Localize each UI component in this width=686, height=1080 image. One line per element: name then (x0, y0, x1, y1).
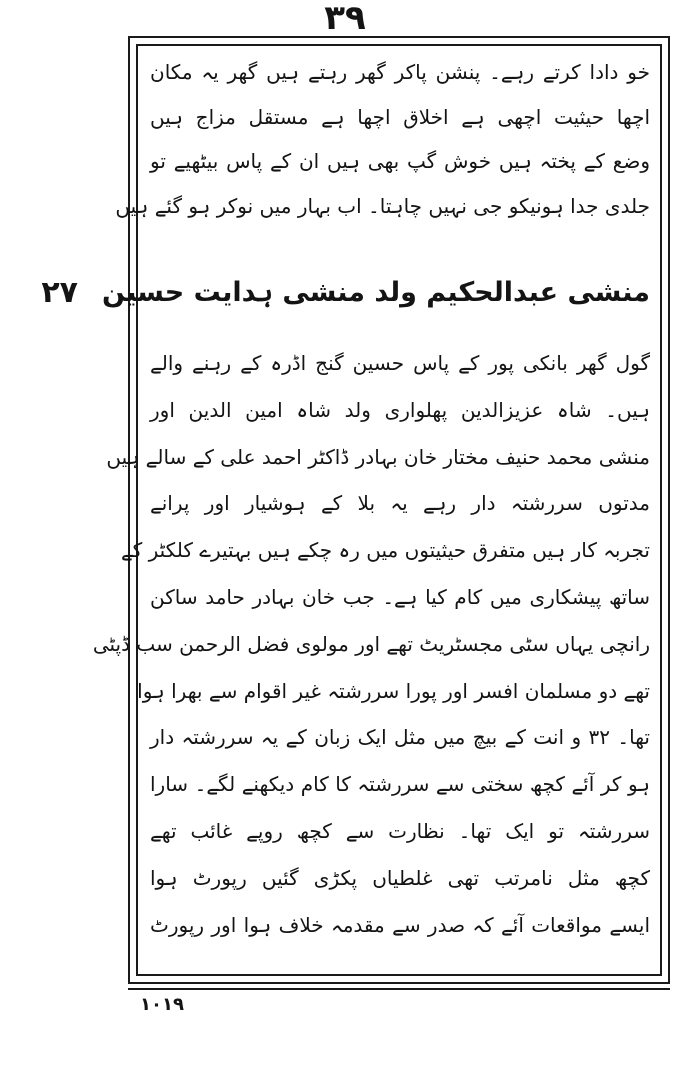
section-heading (41, 262, 650, 322)
text-line: تھے دو مسلمان افسر اور پورا سررشتہ غیر اقوام سے بھرا ہوا (137, 678, 650, 703)
footer-number: ۱۰۱۹ (140, 994, 184, 1015)
text-line: کچھ مثل نامرتب تھی غلطیاں پکڑی گئیں رپورٹ ہوا (150, 865, 650, 890)
paragraph-continued (115, 50, 650, 228)
text-line: منشی محمد حنیف مختار خان بہادر ڈاکٹر احمد علی کے سالے ہیں (106, 444, 650, 469)
text-line: گول گھر بانکی پور کے پاس حسین گنج اڈرہ کے رہنے والے (150, 351, 650, 375)
paragraph-biography (92, 340, 650, 948)
text-line: اچھا حیثیت اچھی ہے اخلاق اچھا ہے مستقل مزاج ہیں (150, 104, 650, 129)
text-line: سررشتہ تو ایک تھا۔ نظارت سے کچھ روپے غائب تھے (150, 818, 650, 843)
page-number: ۳۹ (324, 0, 366, 38)
text-line: ساتھ پیشکاری میں کام کیا ہے۔ جب خان بہادر حامد ساکن (150, 584, 650, 609)
text-line: مدتوں سررشتہ دار رہے یہ بلا کے ہوشیار اور پرانے (150, 491, 650, 516)
text-line: جلدی جدا ہونیکو جی نہیں چاہتا۔ اب بہار میں نوکر ہو گئے ہیں (115, 193, 650, 218)
text-line: خو دادا کرتے رہے۔ پنشن پاکر گھر رہتے ہیں گھر یہ مکان (150, 60, 650, 84)
section-number: ۲۷ (41, 274, 78, 310)
text-line: وضع کے پختہ ہیں خوش گپ بھی ہیں ان کے پاس بیٹھیے تو (150, 149, 650, 173)
section-title: منشی عبدالحکیم ولد منشی ہدایت حسین (101, 276, 650, 308)
text-line: تجربہ کار ہیں متفرق حیثیتوں میں رہ چکے ہیں بہتیرے کلکٹر کے (121, 538, 650, 563)
text-line: تھا۔ ۳۲ و انت کے بیچ میں مثل ایک زبان کے یہ سررشتہ دار (150, 725, 650, 750)
text-line: رانچی یہاں سٹی مجسٹریٹ تھے اور مولوی فضل الرحمن سب ڈپٹی (92, 631, 650, 656)
text-line: ہیں۔ شاہ عزیزالدین پھلواری ولد شاہ امین الدین اور (150, 397, 650, 422)
text-line: ایسے مواقعات آئے کہ صدر سے مقدمہ خلاف ہوا اور رپورٹ (150, 912, 650, 937)
text-line: ہو کر آئے کچھ سختی سے سررشتہ کا کام دیکھنے لگے۔ سارا (150, 772, 650, 797)
bottom-rule (128, 988, 670, 990)
